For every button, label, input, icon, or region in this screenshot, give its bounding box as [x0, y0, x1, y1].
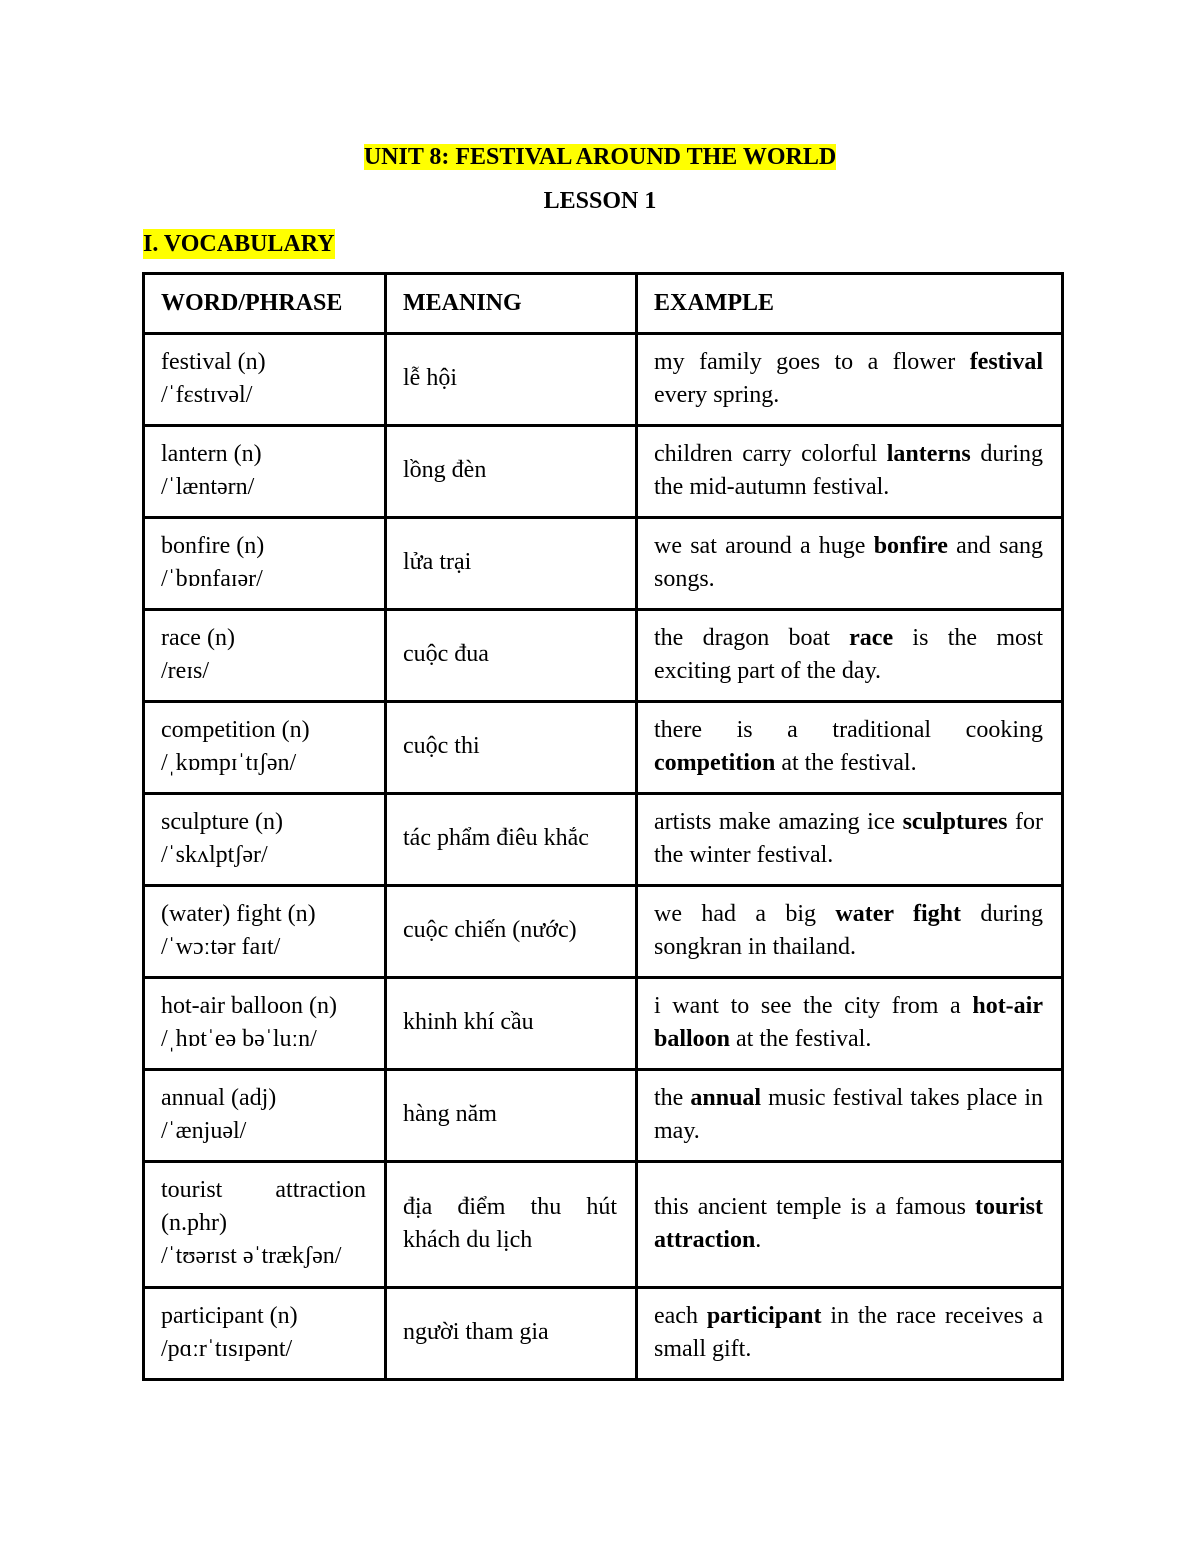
example-cell: children carry colorful lanterns during the mid-autumn festival.	[637, 426, 1063, 518]
word: competition (n)	[161, 716, 310, 743]
example-cell: each participant in the race receives a small gift.	[637, 1288, 1063, 1380]
word-cell	[144, 886, 386, 978]
meaning-cell: cuộc chiến (nước)	[386, 886, 637, 978]
pronunciation: /ˈtʊərɪst əˈtrækʃən/	[161, 1243, 342, 1269]
pronunciation: /ˌhɒtˈeə bəˈluːn/	[161, 1025, 317, 1052]
vocabulary-table	[142, 272, 1064, 1381]
pronunciation: /ˌkɒmpɪˈtɪʃən/	[161, 749, 297, 776]
example-cell: i want to see the city from a hot-air balloon at the festival.	[637, 978, 1063, 1070]
highlighted-word: competition	[654, 749, 776, 776]
example-cell: artists make amazing ice sculptures for the winter festival.	[637, 794, 1063, 886]
lesson-heading: LESSON 1	[543, 188, 657, 214]
section-heading: I. VOCABULARY	[143, 231, 335, 257]
highlighted-word: hot-air balloon	[654, 992, 1043, 1052]
word: hot-air balloon (n)	[161, 992, 337, 1019]
header-word: WORD/PHRASE	[144, 274, 386, 334]
table-header-row	[144, 274, 1063, 334]
table-row	[144, 1162, 1063, 1288]
header-meaning: MEANING	[386, 274, 637, 334]
word: sculpture (n)	[161, 808, 283, 835]
example-cell: there is a traditional cooking competition at the festival.	[637, 702, 1063, 794]
word: lantern (n)	[161, 440, 262, 467]
word-cell	[144, 1162, 386, 1288]
word-cell	[144, 794, 386, 886]
highlighted-word: tourist attraction	[654, 1193, 1043, 1253]
word-cell	[144, 702, 386, 794]
word: (water) fight (n)	[161, 900, 316, 927]
meaning-cell: lễ hội	[386, 334, 637, 426]
example-cell: we sat around a huge bonfire and sang songs.	[637, 518, 1063, 610]
pronunciation: /ˈfɛstɪvəl/	[161, 381, 253, 408]
highlighted-word: race	[849, 624, 894, 651]
word: race (n)	[161, 624, 235, 651]
meaning-cell: cuộc thi	[386, 702, 637, 794]
table-row	[144, 978, 1063, 1070]
meaning-cell: tác phẩm điêu khắc	[386, 794, 637, 886]
meaning-cell: hàng năm	[386, 1070, 637, 1162]
unit-title: UNIT 8: FESTIVAL AROUND THE WORLD	[363, 144, 837, 170]
table-row	[144, 886, 1063, 978]
highlighted-word: lanterns	[886, 440, 971, 467]
table-row	[144, 1288, 1063, 1380]
word: annual (adj)	[161, 1084, 277, 1111]
highlighted-word: festival	[969, 348, 1043, 375]
table-row	[144, 518, 1063, 610]
example-cell: my family goes to a flower festival every spring.	[637, 334, 1063, 426]
highlighted-word: sculptures	[902, 808, 1008, 835]
word-cell	[144, 426, 386, 518]
word-cell	[144, 978, 386, 1070]
word-cell	[144, 1070, 386, 1162]
pronunciation: /ˈwɔːtər faɪt/	[161, 933, 281, 960]
highlighted-word: annual	[690, 1084, 762, 1111]
highlighted-word: water fight	[835, 900, 961, 927]
word-cell	[144, 518, 386, 610]
word: tourist attraction (n.phr)	[161, 1177, 366, 1236]
example-cell: this ancient temple is a famous tourist attraction.	[637, 1162, 1063, 1288]
example-cell: the dragon boat race is the most exciting part of the day.	[637, 610, 1063, 702]
word-cell	[144, 334, 386, 426]
table-row	[144, 702, 1063, 794]
word-cell	[144, 610, 386, 702]
table-row	[144, 426, 1063, 518]
pronunciation: /ˈskʌlptʃər/	[161, 841, 268, 868]
meaning-cell: địa điểm thu hút khách du lịch	[386, 1162, 637, 1288]
pronunciation: /reɪs/	[161, 657, 209, 684]
highlighted-word: bonfire	[873, 532, 948, 559]
example-cell: the annual music festival takes place in may.	[637, 1070, 1063, 1162]
pronunciation: /ˈlæntərn/	[161, 473, 255, 500]
pronunciation: /ˈbɒnfaɪər/	[161, 565, 263, 592]
meaning-cell: lồng đèn	[386, 426, 637, 518]
word: festival (n)	[161, 348, 266, 375]
word-cell	[144, 1288, 386, 1380]
meaning-cell: người tham gia	[386, 1288, 637, 1380]
meaning-cell: cuộc đua	[386, 610, 637, 702]
table-row	[144, 794, 1063, 886]
table-row	[144, 334, 1063, 426]
example-cell: we had a big water fight during songkran in thailand.	[637, 886, 1063, 978]
meaning-cell: khinh khí cầu	[386, 978, 637, 1070]
table-row	[144, 1070, 1063, 1162]
header-example: EXAMPLE	[637, 274, 1063, 334]
meaning-cell: lửa trại	[386, 518, 637, 610]
table-row	[144, 610, 1063, 702]
highlighted-word: participant	[706, 1302, 822, 1329]
word: participant (n)	[161, 1302, 298, 1329]
pronunciation: /pɑːrˈtɪsɪpənt/	[161, 1335, 293, 1362]
word: bonfire (n)	[161, 532, 265, 559]
pronunciation: /ˈænjuəl/	[161, 1117, 247, 1144]
